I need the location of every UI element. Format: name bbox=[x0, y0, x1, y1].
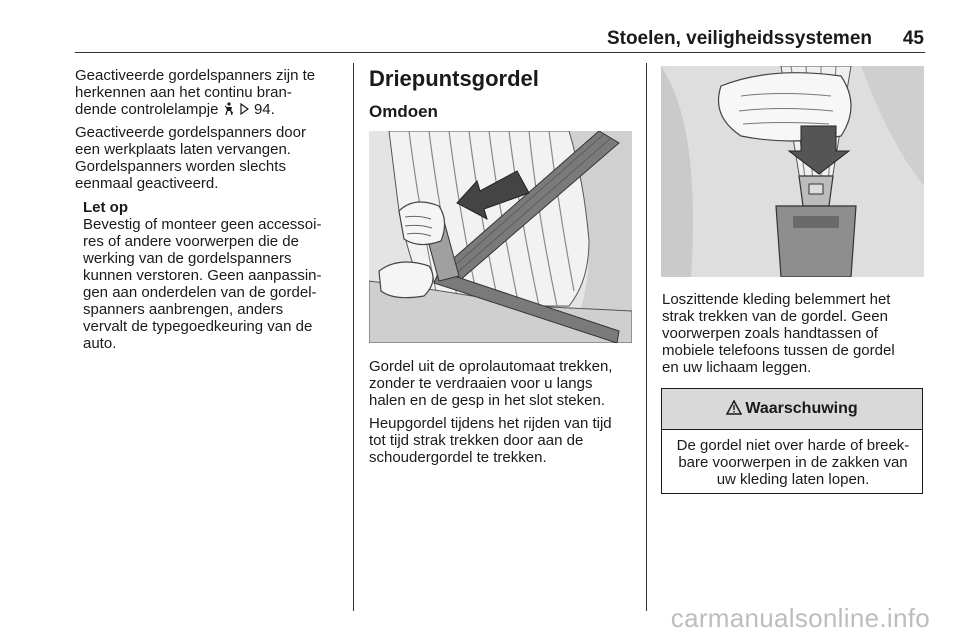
note-line: werking van de gordelspanners bbox=[83, 250, 292, 267]
note-line: gen aan onderdelen van de gordel- bbox=[83, 284, 317, 301]
page-reference: 94. bbox=[253, 101, 275, 118]
text-line: Gordel uit de oprolautomaat trekken, bbox=[369, 358, 613, 375]
text-line: uw kleding laten lopen. bbox=[716, 471, 870, 488]
text-line: eenmaal geactiveerd. bbox=[75, 175, 219, 192]
text-line: en uw lichaam leggen. bbox=[662, 359, 812, 376]
left-column bbox=[75, 67, 347, 358]
text-line: Gordelspanners worden slechts bbox=[75, 158, 286, 175]
warning-triangle-icon bbox=[726, 400, 742, 418]
seatbelt-fastening-illustration bbox=[369, 131, 632, 343]
column-divider-right bbox=[646, 63, 647, 611]
note-line: kunnen verstoren. Geen aanpassin- bbox=[83, 267, 322, 284]
text-line: Geactiveerde gordelspanners zijn te bbox=[75, 67, 316, 84]
warning-header bbox=[662, 389, 922, 430]
note-line: vervalt de typegoedkeuring van de bbox=[83, 318, 313, 335]
text-line: tot tijd strak trekken door aan de bbox=[369, 432, 584, 449]
middle-column-text bbox=[369, 358, 639, 472]
paragraph-tighten-lap-belt bbox=[369, 415, 639, 466]
right-column-text bbox=[662, 291, 924, 382]
text-line: De gordel niet over harde of breek- bbox=[676, 437, 910, 454]
paragraph-loose-clothing bbox=[662, 291, 924, 376]
paragraph-replace-pretensioners bbox=[75, 124, 347, 192]
section-subheading: Omdoen bbox=[369, 102, 438, 121]
note-line: auto. bbox=[83, 335, 117, 352]
text-line: herkennen aan het continu bran- bbox=[75, 84, 292, 101]
header-rule bbox=[75, 52, 925, 53]
paragraph-activated-pretensioners bbox=[75, 67, 347, 118]
text-line: bare voorwerpen in de zakken van bbox=[678, 454, 908, 471]
buckle-illustration bbox=[661, 66, 924, 277]
text-line: Geactiveerde gordelspanners door bbox=[75, 124, 306, 141]
text-line: Loszittende kleding belemmert het bbox=[662, 291, 891, 308]
text-line: mobiele telefoons tussen de gordel bbox=[662, 342, 895, 359]
header-title: Stoelen, veiligheidssystemen bbox=[606, 28, 872, 49]
note-line: res of andere voorwerpen die de bbox=[83, 233, 299, 250]
warning-box bbox=[661, 388, 923, 494]
text-line: strak trekken van de gordel. Geen bbox=[662, 308, 888, 325]
middle-column bbox=[369, 66, 639, 122]
text-line bbox=[75, 101, 347, 118]
column-divider-left bbox=[353, 63, 354, 611]
note-line: Bevestig of monteer geen accessoi- bbox=[83, 216, 322, 233]
page-number: 45 bbox=[902, 28, 924, 49]
text-line: een werkplaats laten vervangen. bbox=[75, 141, 291, 158]
warning-title: Waarschuwing bbox=[745, 400, 858, 417]
text-line: schoudergordel te trekken. bbox=[369, 449, 547, 466]
text-line: Heupgordel tijdens het rijden van tijd bbox=[369, 415, 612, 432]
text-line: halen en de gesp in het slot steken. bbox=[369, 392, 606, 409]
pretensioner-warning-light-icon bbox=[223, 101, 239, 118]
text-line: voorwerpen zoals handtassen of bbox=[662, 325, 878, 342]
note-label: Let op bbox=[83, 199, 128, 216]
warning-body bbox=[662, 430, 922, 488]
text-line: zonder te verdraaien voor u langs bbox=[369, 375, 593, 392]
note-block bbox=[83, 199, 347, 352]
page-reference-arrow-icon bbox=[239, 101, 254, 118]
section-heading: Driepuntsgordel bbox=[369, 66, 539, 91]
illustration-caption bbox=[369, 358, 639, 409]
watermark: carmanualsonline.info bbox=[670, 603, 930, 633]
text-span: dende controlelampje bbox=[75, 101, 219, 118]
note-line: spanners aanbrengen, anders bbox=[83, 301, 284, 318]
